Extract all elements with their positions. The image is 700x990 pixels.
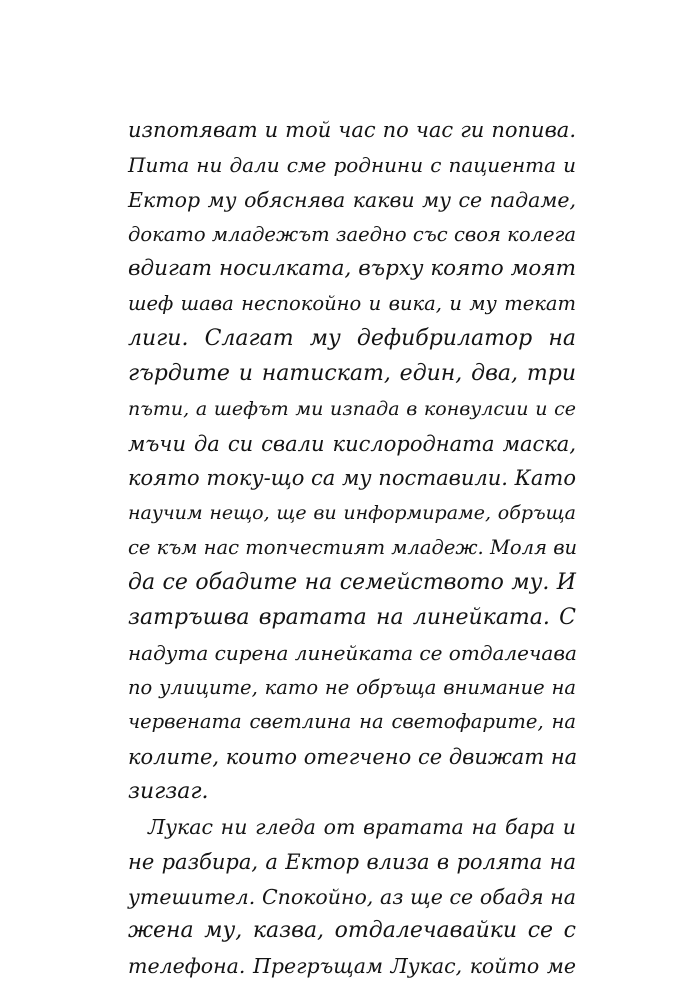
text-line: лиги. Слагат му дефибрилатор на [128,326,576,352]
text-line: утешител. Спокойно, аз ще се обадя на [128,884,576,909]
text-line: мъчи да си свали кислородната маска, [128,431,576,456]
text-line: вдигат носилката, върху която моят [128,256,576,282]
body-text [128,113,576,984]
text-line: зигзаг. [128,779,209,805]
text-line: Лукас ни гледа от вратата на бара и [148,814,576,839]
text-line: жена му, казва, отдалечавайки се с [128,918,576,944]
text-line: по улиците, като не обръща внимание на [128,675,576,699]
text-line: Пита ни дали сме роднини с пациента и [128,152,576,177]
text-line: надута сирена линейката се отдалечава [128,640,577,665]
text-line: пъти, а шефът ми изпада в конвулсии и се [128,397,576,420]
text-line: Ектор му обяснява какви му се падаме, [128,187,576,212]
paragraph [128,113,576,810]
text-line: затръшва вратата на линейката. С [128,604,576,630]
text-line: която току-що са му поставили. Като [128,466,576,491]
paragraph [128,810,576,984]
text-line: да се обадите на семейството му. И [128,569,576,595]
text-line: докато младежът заедно със своя колега [128,222,576,246]
text-line: шеф шава неспокойно и вика, и му текат [128,292,576,316]
text-line: гърдите и натискат, един, два, три [128,360,576,386]
text-line: не разбира, а Ектор влиза в ролята на [128,849,576,874]
text-line: научим нещо, ще ви информираме, обръща [128,502,576,525]
text-line: се към нас топчестият младеж. Моля ви [128,536,578,560]
text-line: червената светлина на светофарите, на [128,710,576,734]
text-line: колите, които отегчено се движат на [128,745,578,770]
text-line: телефона. Прегръщам Лукас, който ме [128,954,576,979]
text-line: изпотяват и той час по час ги попива. [128,118,576,142]
